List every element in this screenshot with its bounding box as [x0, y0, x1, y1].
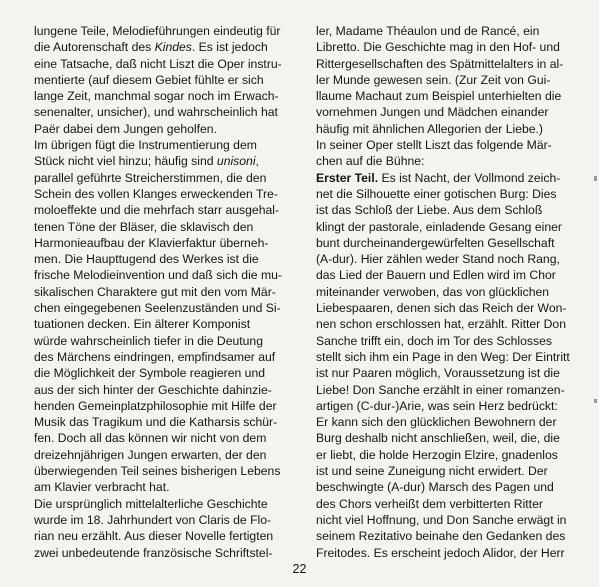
text-line: Stück nicht viel hinzu; häufig sind unisoni, — [34, 154, 259, 169]
text-line: überwiegenden Teil seines bisherigen Lebens — [34, 464, 281, 479]
paragraph — [34, 365, 299, 495]
text-line: sikalischen Charaktere gut mit den vom Mär- — [34, 284, 276, 299]
text-line: Libretto. Die Geschichte mag in den Hof- und — [316, 40, 560, 55]
text-line: am Klavier verbracht hat. — [34, 480, 170, 495]
text-run: Es ist Nacht, der Vollmond zeich- — [378, 170, 561, 185]
text-line: Schein des vollen Klanges erweckenden Tre- — [34, 186, 278, 201]
page-number: 22 — [292, 562, 307, 576]
text-line: Rittergesellschaften des Spätmittelalters in al- — [316, 56, 564, 71]
text-line: wurde im 18. Jahrhundert von Claris de Flo- — [34, 512, 272, 527]
text-line: Sanche trifft ein, doch im Tor des Schlosses — [316, 333, 552, 348]
text-line: Paër dabei dem Jungen geholfen. — [34, 121, 217, 136]
text-line: ist das Schloß der Liebe. Aus dem Schloß — [316, 203, 543, 218]
text-line: würde wahrscheinlich tiefer in die Deutung — [34, 333, 263, 348]
text-line: die Autorenschaft des Kindes. Es ist jedoch — [34, 40, 268, 55]
paragraph — [316, 23, 572, 137]
emphasis-text: unisoni — [216, 154, 256, 169]
text-line: bunt durcheinandergewürfelten Gesellschaft — [316, 235, 555, 250]
text-line: häufig mit ähnlichen Allegorien der Liebe.) — [316, 121, 543, 136]
emphasis-text: Kindes — [154, 40, 192, 55]
text-line: mentierte (auf diesem Gebiet fühlte er sich — [34, 72, 264, 87]
text-line: ist und seine Zuneigung nicht erwidert. Der — [316, 464, 548, 479]
paragraph — [34, 496, 299, 561]
text-line: artigen (C-dur-)Arie, was sein Herz bedrückt: — [316, 398, 558, 413]
text-line: er liebt, die holde Herzogin Elzire, gnadenlos — [316, 447, 558, 462]
text-line: fen. Doch all das können wir nicht von dem — [34, 431, 267, 446]
text-line: Burg deshalb nicht anschließen, weil, die, die — [316, 431, 560, 446]
margin-mark — [594, 399, 597, 403]
text-line: lungene Teile, Melodieführungen eindeutig für — [34, 24, 281, 38]
text-line: tenen Töne der Bläser, die sklavisch den — [34, 219, 254, 234]
text-line: parallel geführte Streicherstimmen, die den — [34, 170, 267, 185]
right-column — [316, 23, 572, 561]
text-line: ler Munde gewesen sein. (Zur Zeit von Gui- — [316, 72, 551, 87]
text-line: Die ursprünglich mittelalterliche Geschichte — [34, 496, 268, 511]
text-line: Harmonieaufbau der Klavierfaktur überneh- — [34, 235, 269, 250]
paragraph — [34, 23, 299, 137]
margin-mark — [594, 176, 597, 181]
paragraph — [316, 170, 572, 561]
text-line: miteinander verwoben, das von glücklichen — [316, 284, 550, 299]
text-line: (A-dur). Hier zählen weder Stand noch Rang, — [316, 252, 560, 267]
text-line: henden Gemeinplatzphilosophie mit Hilfe der — [34, 398, 277, 413]
text-line: klingt der pastorale, einladende Gesang einer — [316, 219, 562, 234]
text-line: Freitodes. Es erscheint jedoch Alidor, der Herr — [316, 545, 565, 560]
text-line: rian neu erzählt. Aus dieser Novelle fertigten — [34, 529, 274, 544]
text-line: lange Zeit, manchmal sogar noch im Erwach- — [34, 89, 279, 104]
text-line: vornehmen Jungen und Mädchen einander — [316, 105, 549, 120]
paragraph — [316, 137, 572, 170]
text-line: nicht viel Hoffnung, und Don Sanche erwägt in — [316, 512, 567, 527]
text-line: seinem Rezitativo beinahe den Gedanken des — [316, 529, 566, 544]
text-line: die Möglichkeit der Symbole reagieren und — [34, 366, 266, 381]
text-line: ist nur Paaren möglich, Voraussetzung ist die — [316, 366, 560, 381]
text-line: ler, Madame Théaulon und de Rancé, ein — [316, 24, 540, 38]
text-line: Liebespaaren, denen sich das Reich der Won- — [316, 301, 567, 316]
text-line: stellt sich ihm ein Page in den Weg: Der Eintritt — [316, 349, 570, 364]
text-line: chen auf die Bühne: — [316, 154, 425, 169]
text-line: In seiner Oper stellt Liszt das folgende Mär- — [316, 138, 552, 153]
text-line: des Chors verheißt dem verbitterten Ritter — [316, 496, 543, 511]
section-heading: Erster Teil. — [316, 170, 379, 185]
text-line: moloeffekte und die mehrfach starr ausgehal- — [34, 203, 280, 218]
text-line: dreizehnjährigen Jungen erwarten, der den — [34, 447, 267, 462]
text-line: frische Melodieinvention und daß sich die mu- — [34, 268, 282, 283]
text-line: men. Die Haupttugend des Werkes ist die — [34, 252, 259, 267]
text-line: eine Tatsache, daß nicht Liszt die Oper instru- — [34, 56, 282, 71]
text-line: senenalter, unsicher), und wahrscheinlich hat — [34, 105, 278, 120]
text-line: beschwingte (A-dur) Marsch des Pagen und — [316, 480, 554, 495]
text-line: Liebe! Don Sanche erzählt in einer romanzen- — [316, 382, 565, 397]
text-line: net die Silhouette einer gotischen Burg: Dies — [316, 186, 557, 201]
paragraph — [34, 137, 299, 365]
text-line: nen schon erschlossen hat, erzählt. Ritter Don — [316, 317, 566, 332]
text-line: Er kann sich den glücklichen Bewohnern der — [316, 415, 557, 430]
text-line: das Lied der Bauern und Edlen wird im Chor — [316, 268, 556, 283]
text-line: tuationen decken. Ein älterer Komponist — [34, 317, 251, 332]
text-line — [316, 170, 572, 186]
text-line: chen eingegebenen Seelenzuständen und Si- — [34, 301, 281, 316]
text-line: aus der sich hinter der Geschichte dahinzie- — [34, 382, 272, 397]
text-line: llaume Machaut zum Beispiel unterhielten die — [316, 89, 562, 104]
text-line: Im übrigen fügt die Instrumentierung dem — [34, 138, 257, 153]
left-column — [34, 23, 299, 561]
text-line: zwei unbedeutende französische Schriftstel- — [34, 545, 273, 560]
text-line: Musik das Tragikum und die Katharsis schür- — [34, 415, 278, 430]
text-line: des Märchens eindringen, empfindsamer auf — [34, 349, 276, 364]
